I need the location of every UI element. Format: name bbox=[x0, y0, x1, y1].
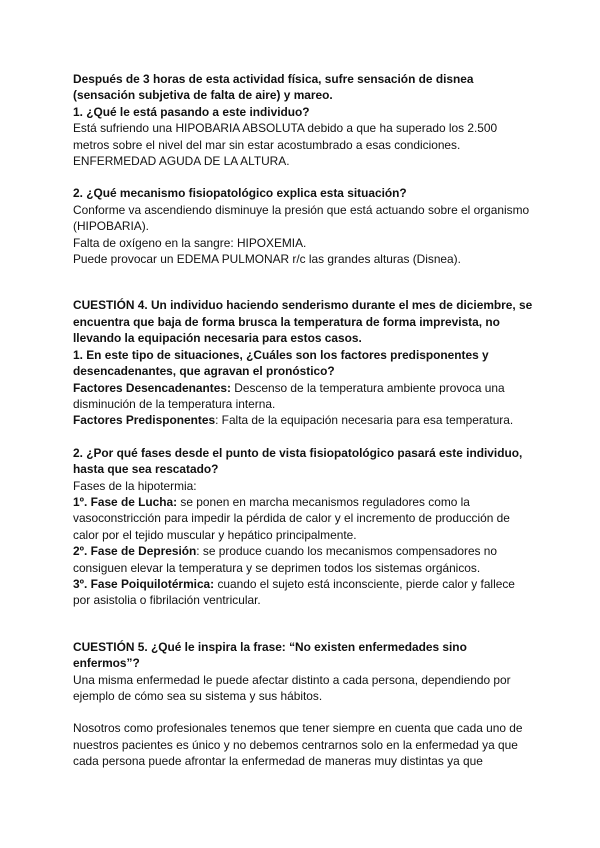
factores-predisponentes bbox=[73, 412, 533, 428]
q1-heading: 1. ¿Qué le está pasando a este individuo? bbox=[73, 104, 310, 119]
fase-depresion-text: : se produce cuando los mecanismos compensadores no consiguen elevar la temperatura y se deprimen todos los sistemas orgánicos. bbox=[73, 544, 498, 575]
fase-depresion bbox=[73, 543, 533, 576]
q2-answer-2: Falta de oxígeno en la sangre: HIPOXEMIA. bbox=[73, 235, 307, 250]
fase-lucha-text: se ponen en marcha mecanismos reguladores como la vasoconstricción para impedir la pérdida de calor y el incremento de producción de calor por el tejido muscular y hepático principalmente. bbox=[73, 494, 510, 542]
fase-poiquilotermica-label: 3º. Fase Poiquilotérmica: bbox=[73, 576, 215, 591]
cuestion-5-heading: CUESTIÓN 5. ¿Qué le inspira la frase: “No existen enfermedades sino enfermos”? bbox=[73, 639, 467, 671]
fase-poiquilotermica-text: cuando el sujeto está inconsciente, pierde calor y fallece por asistolia o fibrilación ventricular. bbox=[73, 576, 515, 608]
q1-answer: Está sufriendo una HIPOBARIA ABSOLUTA debido a que ha superado los 2.500 metros sobre el nivel del mar sin estar acostumbrado a esas condiciones. ENFERMEDAD AGUDA DE LA ALTURA. bbox=[73, 121, 498, 169]
fase-depresion-label: 2º. Fase de Depresión bbox=[73, 544, 197, 559]
q2-answer-3: Puede provocar un EDEMA PULMONAR r/c las grandes alturas (Disnea). bbox=[73, 252, 461, 267]
cuestion-5-answer-1: Una misma enfermedad le puede afectar distinto a cada persona, dependiendo por ejemplo de cómo sea su sistema y sus hábitos. bbox=[73, 672, 511, 703]
q2-answer-1: Conforme va ascendiendo disminuye la presión que está actuando sobre el organismo (HIPOBARIA). bbox=[73, 202, 530, 234]
hipotermia-intro: Fases de la hipotermia: bbox=[73, 478, 197, 493]
intro-heading: Después de 3 horas de esta actividad física, sufre sensación de disnea (sensación subjetiva de falta de aire) y mareo. bbox=[73, 72, 474, 103]
cuestion-4-q2-heading: 2. ¿Por qué fases desde el punto de vista fisiopatológico pasará este individuo, hasta que sea rescatado? bbox=[73, 445, 523, 477]
document-body bbox=[73, 71, 533, 770]
cuestion-4-q1-heading: 1. En este tipo de situaciones, ¿Cuáles son los factores predisponentes y desencadenantes, que agravan el pronóstico? bbox=[73, 347, 489, 379]
fase-poiquilotermica bbox=[73, 576, 533, 609]
factores-desencadenantes-label: Factores Desencadenantes: bbox=[73, 380, 231, 395]
factores-desencadenantes-text: Descenso de la temperatura ambiente provoca una disminución de la temperatura interna. bbox=[73, 380, 505, 411]
factores-predisponentes-text: : Falta de la equipación necesaria para esa temperatura. bbox=[215, 413, 514, 428]
q2-heading: 2. ¿Qué mecanismo fisiopatológico explica esta situación? bbox=[73, 186, 407, 201]
cuestion-5-answer-2: Nosotros como profesionales tenemos que tener siempre en cuenta que cada uno de nuestros pacientes es único y no debemos centrarnos solo en la enfermedad ya que cada persona puede afrontar la enfermedad de maneras muy distintas ya que bbox=[73, 721, 523, 769]
fase-lucha-label: 1º. Fase de Lucha: bbox=[73, 494, 178, 509]
cuestion-4-heading: CUESTIÓN 4. Un individuo haciendo senderismo durante el mes de diciembre, se encuentra que baja de forma brusca la temperatura de forma imprevista, no llevando la equipación necesaria para estos casos. bbox=[73, 298, 533, 346]
fase-lucha bbox=[73, 494, 533, 543]
factores-desencadenantes bbox=[73, 380, 533, 413]
factores-predisponentes-label: Factores Predisponentes bbox=[73, 413, 216, 428]
